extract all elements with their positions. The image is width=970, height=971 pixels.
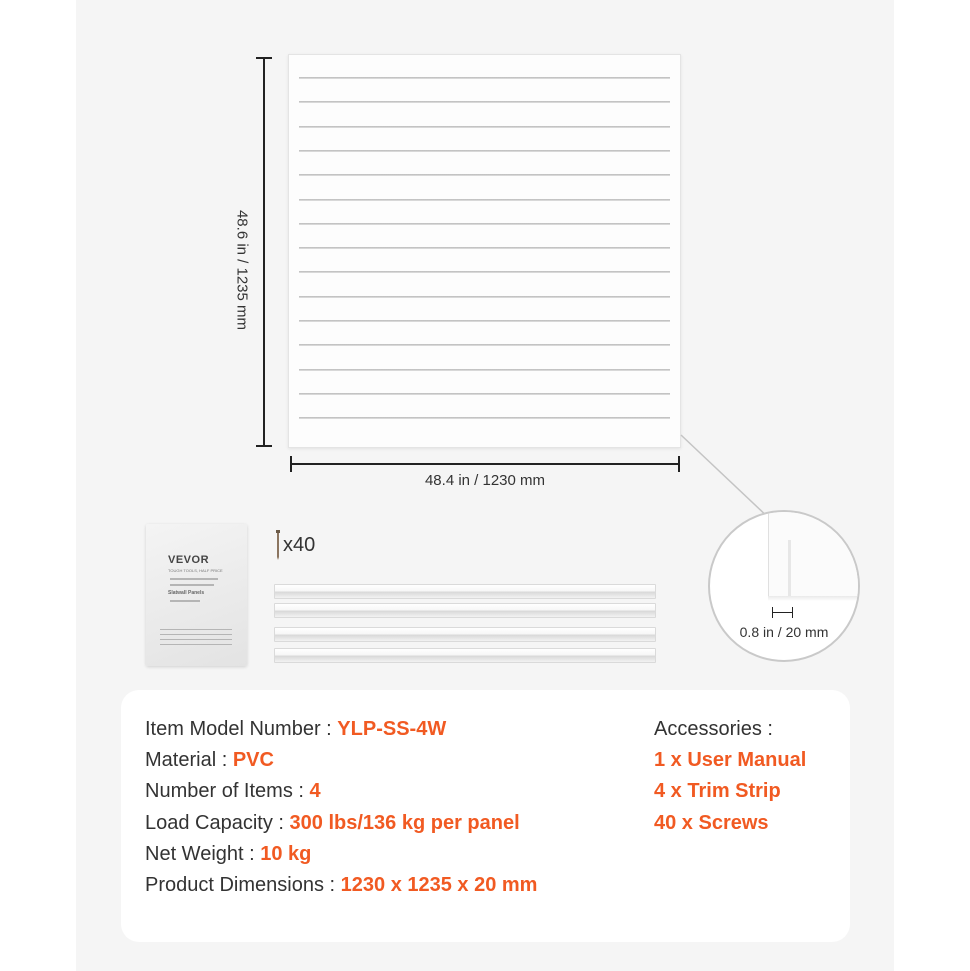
accessory-item: 40 x Screws bbox=[654, 812, 769, 834]
spec-row-load bbox=[145, 812, 520, 835]
user-manual bbox=[146, 524, 247, 666]
slatwall-panel bbox=[288, 54, 681, 448]
thickness-dimension-cap-left bbox=[772, 607, 773, 618]
screw-icon bbox=[274, 530, 282, 560]
panel-slot bbox=[299, 271, 670, 273]
height-dimension-label: 48.6 in / 1235 mm bbox=[233, 209, 251, 331]
screw-count: x40 bbox=[283, 534, 316, 556]
thickness-zoom-detail bbox=[708, 510, 860, 662]
accessory-item: 1 x User Manual bbox=[654, 749, 807, 771]
spec-label: Material : bbox=[145, 749, 233, 771]
manual-title: Slatwall Panels bbox=[168, 590, 205, 596]
spec-row-weight bbox=[145, 843, 311, 866]
trim-strip bbox=[274, 648, 656, 663]
panel-slot bbox=[299, 101, 670, 103]
spec-value: YLP-SS-4W bbox=[337, 718, 447, 740]
width-dimension-cap-left bbox=[290, 456, 292, 472]
spec-label: Load Capacity : bbox=[145, 812, 290, 834]
panel-slot bbox=[299, 77, 670, 79]
manual-text-line bbox=[170, 600, 200, 602]
trim-strip bbox=[274, 627, 656, 642]
manual-text-line bbox=[160, 634, 232, 635]
spec-row-items bbox=[145, 780, 321, 803]
spec-row-material bbox=[145, 749, 274, 772]
thickness-dimension-label: 0.8 in / 20 mm bbox=[739, 624, 829, 640]
panel-slot bbox=[299, 417, 670, 419]
panel-slot bbox=[299, 369, 670, 371]
trim-strip bbox=[274, 603, 656, 618]
manual-text-line bbox=[160, 639, 232, 640]
spec-row-model bbox=[145, 718, 446, 741]
accessories-heading: Accessories : bbox=[654, 718, 773, 740]
spec-value: PVC bbox=[232, 749, 274, 771]
manual-brand: VEVOR bbox=[168, 554, 210, 566]
zoom-callout-line bbox=[676, 430, 776, 525]
specifications-card bbox=[121, 690, 850, 942]
height-dimension-line bbox=[263, 58, 265, 446]
spec-value: 10 kg bbox=[260, 843, 312, 865]
spec-value: 1230 x 1235 x 20 mm bbox=[340, 874, 538, 896]
panel-slot bbox=[299, 247, 670, 249]
accessory-item: 4 x Trim Strip bbox=[654, 780, 781, 802]
spec-label: Item Model Number : bbox=[145, 718, 338, 740]
height-dimension-cap-top bbox=[256, 57, 272, 59]
panel-slot bbox=[299, 320, 670, 322]
manual-text-line bbox=[170, 584, 214, 586]
panel-slot bbox=[299, 296, 670, 298]
manual-text-line bbox=[160, 629, 232, 630]
spec-row-dimensions bbox=[145, 874, 537, 897]
panel-slot bbox=[299, 223, 670, 225]
width-dimension-line bbox=[291, 463, 680, 465]
panel-slot bbox=[299, 126, 670, 128]
spec-value: 4 bbox=[309, 780, 321, 802]
panel-slot bbox=[299, 344, 670, 346]
thickness-dimension-cap-right bbox=[792, 607, 793, 618]
panel-edge-shadow bbox=[768, 596, 860, 601]
height-dimension-cap-bottom bbox=[256, 445, 272, 447]
spec-label: Number of Items : bbox=[145, 780, 310, 802]
manual-text-line bbox=[170, 578, 218, 580]
spec-value: 300 lbs/136 kg per panel bbox=[289, 812, 520, 834]
panel-groove bbox=[788, 540, 791, 598]
manual-subtitle: TOUGH TOOLS, HALF PRICE bbox=[168, 568, 223, 573]
thickness-dimension-line bbox=[772, 612, 793, 613]
panel-slot bbox=[299, 174, 670, 176]
width-dimension-label: 48.4 in / 1230 mm bbox=[424, 472, 546, 489]
spec-label: Product Dimensions : bbox=[145, 874, 341, 896]
spec-label: Net Weight : bbox=[145, 843, 261, 865]
trim-strip bbox=[274, 584, 656, 599]
panel-slot bbox=[299, 199, 670, 201]
manual-text-line bbox=[160, 644, 232, 645]
panel-slot bbox=[299, 393, 670, 395]
panel-edge-closeup bbox=[768, 512, 860, 599]
panel-slot bbox=[299, 150, 670, 152]
